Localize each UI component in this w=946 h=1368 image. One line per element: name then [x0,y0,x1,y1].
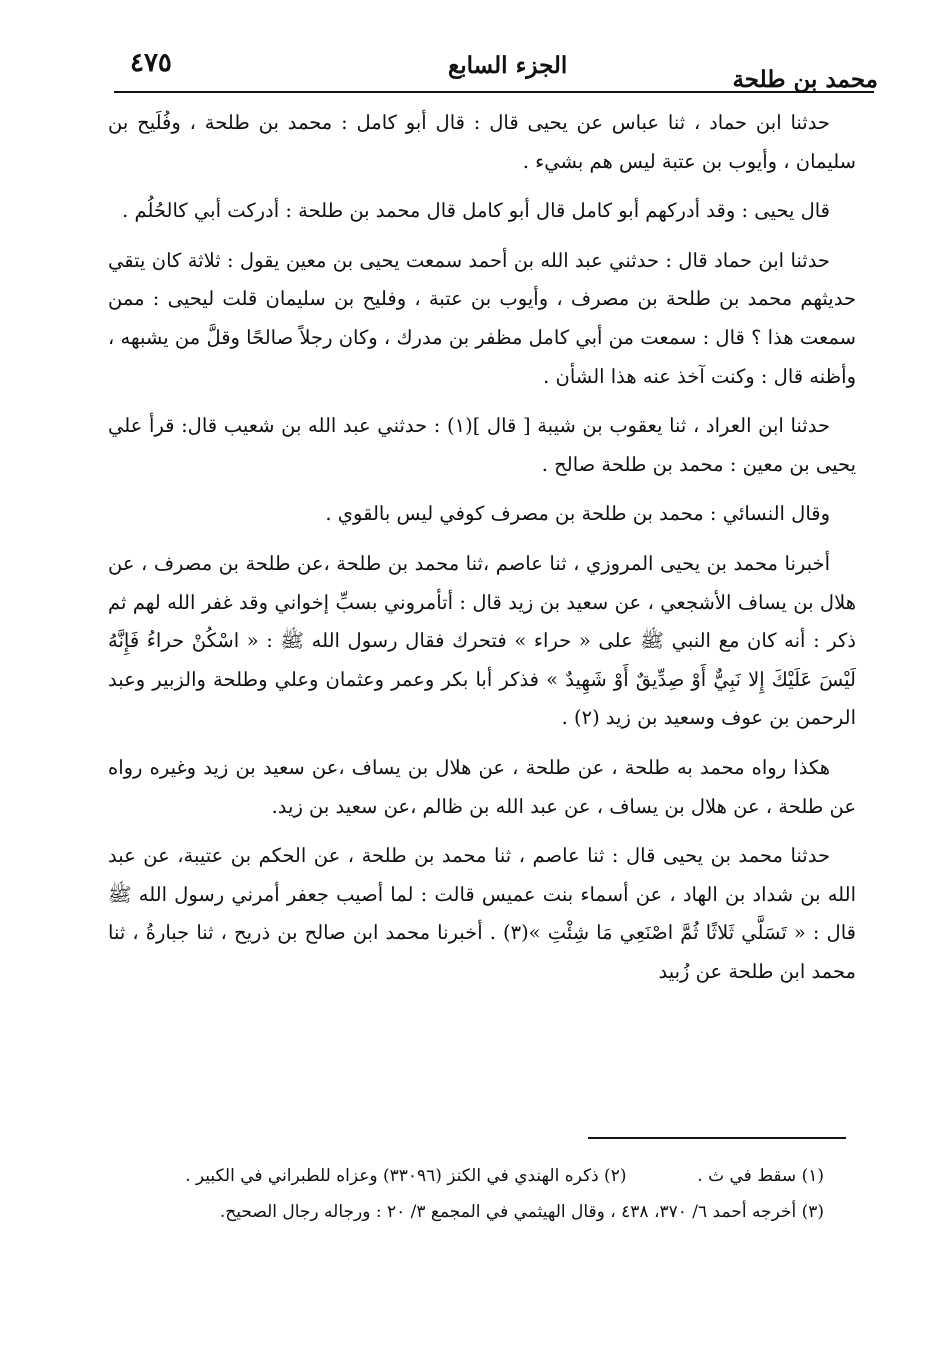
footnote-2: (٢) ذكره الهندي في الكنز (٣٣٠٩٦) وعزاه للطبراني في الكبير . [185,1166,627,1186]
paragraph: هكذا رواه محمد به طلحة ، عن طلحة ، عن هلال بن يساف ،عن سعيد بن زيد وغيره رواه عن طلحة ، عن هلال بن يساف ، عن عبد الله بن ظالم ،عن سعيد بن زيد. [108,755,856,818]
header-divider [114,91,874,93]
page-number: ٤٧٥ [130,48,172,78]
paragraph: حدثنا محمد بن يحيى قال : ثنا عاصم ، ثنا محمد بن طلحة ، عن الحكم بن عتيبة، عن عبد الله بن شداد بن الهاد ، عن أسماء بنت عميس قالت : لما أصيب جعفر أمرني رسول الله ﷺ قال : « تَسَلَّي ثَلاثًا ثُمَّ اصْنَعِي مَا شِئْتِ »(٣) . أخبرنا محمد ابن صالح بن ذريح ، ثنا جبارةُ ، ثنا محمد ابن طلحة عن زُبيد [108,844,856,983]
paragraph: قال يحيى : وقد أدركهم أبو كامل قال أبو كامل قال محمد بن طلحة : أدركت أبي كالحُلُم . [122,199,830,223]
footnote-row [104,1158,824,1194]
footnotes [104,1158,824,1230]
paragraph: أخبرنا محمد بن يحيى المروزي ، ثنا عاصم ،ثنا محمد بن طلحة ،عن طلحة بن مصرف ، عن هلال بن يساف الأشجعي ، عن سعيد بن زيد قال : أتأمروني بسبِّ إخواني وقد غفر الله لهم ثم ذكر : أنه كان مع النبي ﷺ على « حراء » فتحرك فقال رسول الله ﷺ : « اسْكُنْ حراءُ فَإِنَّهُ لَيْسَ عَلَيْكَ إِلا نَبِيٌّ أَوْ صِدِّيقٌ أَوْ شَهِيدٌ » فذكر أبا بكر وعمر وعثمان وعلي وطلحة والزبير وعبد الرحمن بن عوف وسعيد بن زيد (٢) . [108,551,856,730]
paragraph: حدثنا ابن العراد ، ثنا يعقوب بن شيبة [ قال ](١) : حدثني عبد الله بن شعيب قال: قرأ علي يحيى بن معين : محمد بن طلحة صالح . [108,414,856,476]
footnote-divider [588,1137,846,1139]
paragraph: حدثنا ابن حماد قال : حدثني عبد الله بن أحمد سمعت يحيى بن معين يقول : ثلاثة كان يتقي حديثهم محمد بن طلحة بن مصرف ، وأيوب بن عتبة ، وفليح بن سليمان قلت ليحيى : ممن سمعت هذا ؟ قال : سمعت من أبي كامل مظفر بن مدرك ، وكان رجلاً صالحًا وقلَّ من يشبهه ، وأظنه قال : وكنت آخذ عنه هذا الشأن . [108,248,856,388]
paragraph: حدثنا ابن حماد ، ثنا عباس عن يحيى قال : قال أبو كامل : محمد بن طلحة ، وفُلَيح بن سليمان ، وأيوب بن عتبة ليس هم بشيء . [108,111,856,173]
volume-title: الجزء السابع [448,52,568,79]
paragraph: وقال النسائي : محمد بن طلحة بن مصرف كوفي ليس بالقوي . [325,502,830,526]
main-text [108,104,856,1112]
footnote-3: (٣) أخرجه أحمد ٦/ ٣٧٠، ٤٣٨ ، وقال الهيثمي في المجمع ٣/ ٢٠ : ورجاله رجال الصحيح. [219,1202,824,1222]
footnote-row [104,1194,824,1230]
footnote-1: (١) سقط في ث . [697,1166,824,1186]
running-title: محمد بن طلحة [732,66,878,93]
page-header [108,46,878,92]
